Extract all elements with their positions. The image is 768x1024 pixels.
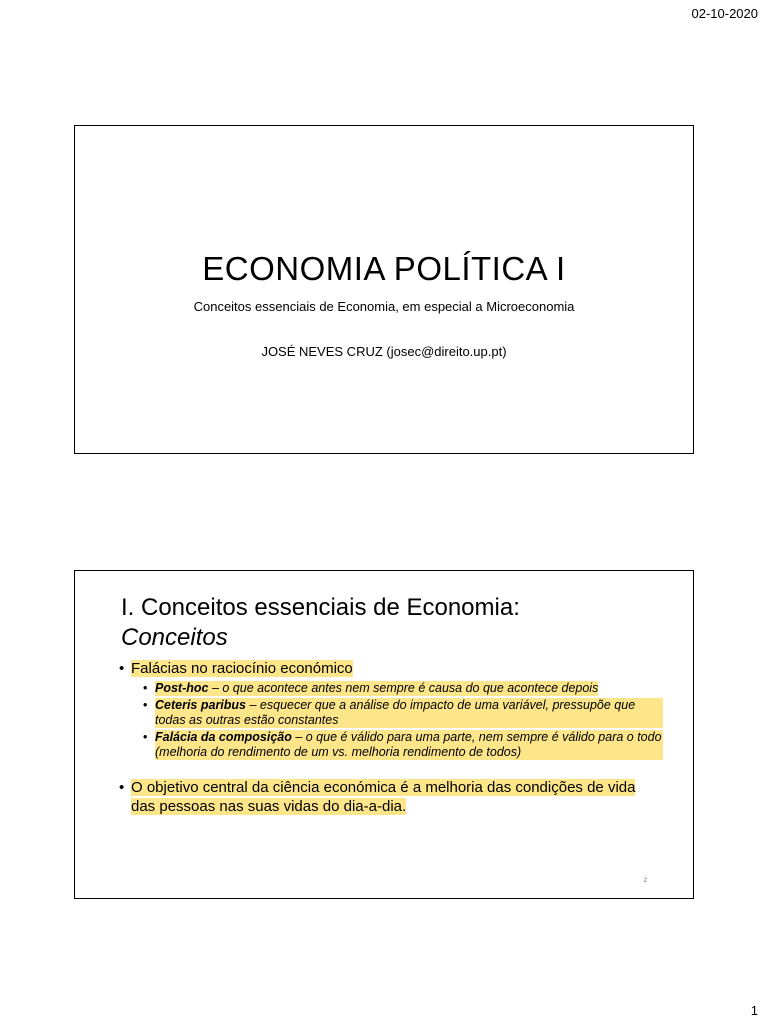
page-number: 1: [750, 1003, 758, 1018]
title-line-2: Conceitos: [121, 624, 228, 651]
term: Post-hoc: [155, 681, 209, 695]
bullet-icon: •: [119, 779, 125, 796]
slide-subtitle: Conceitos essenciais de Economia, em especial a Microeconomia: [193, 299, 575, 314]
list-item: [119, 659, 663, 678]
definition: – esquecer que a análise do impacto de uma variável, pressupõe que todas as outras estão constantes: [155, 698, 636, 727]
slide-title: [121, 593, 673, 653]
bullet-icon: •: [143, 681, 148, 695]
bullet-text: Falácias no raciocínio económico: [131, 660, 353, 677]
slide-number: 2: [643, 878, 647, 884]
bullet-list: [119, 659, 663, 819]
list-item: [143, 698, 663, 728]
term: Falácia da composição: [155, 730, 292, 744]
definition: – o que acontece antes nem sempre é causa do que acontece depois: [208, 681, 599, 695]
print-date: 02-10-2020: [691, 6, 758, 21]
bullet-text: O objetivo central da ciência económica é a melhoria das condições de vida das pessoas nas suas vidas do dia-a-dia.: [131, 779, 636, 815]
bullet-icon: •: [143, 730, 148, 744]
list-item: [143, 681, 663, 696]
bullet-icon: •: [143, 698, 148, 712]
slide-1: [74, 125, 694, 454]
list-item: [119, 778, 663, 816]
sub-bullet-list: [143, 681, 663, 760]
slide-2: [74, 570, 694, 899]
term: Ceteris paribus: [155, 698, 247, 712]
slide-author: JOSÉ NEVES CRUZ (josec@direito.up.pt): [261, 344, 507, 359]
list-item: [143, 730, 663, 760]
definition: – o que é válido para uma parte, nem sempre é válido para o todo (melhoria do rendimento de um vs. melhoria rendimento de todos): [155, 730, 662, 759]
title-line-1: I. Conceitos essenciais de Economia:: [121, 594, 520, 621]
bullet-icon: •: [119, 660, 125, 677]
slide-title: ECONOMIA POLÍTICA I: [202, 250, 566, 287]
